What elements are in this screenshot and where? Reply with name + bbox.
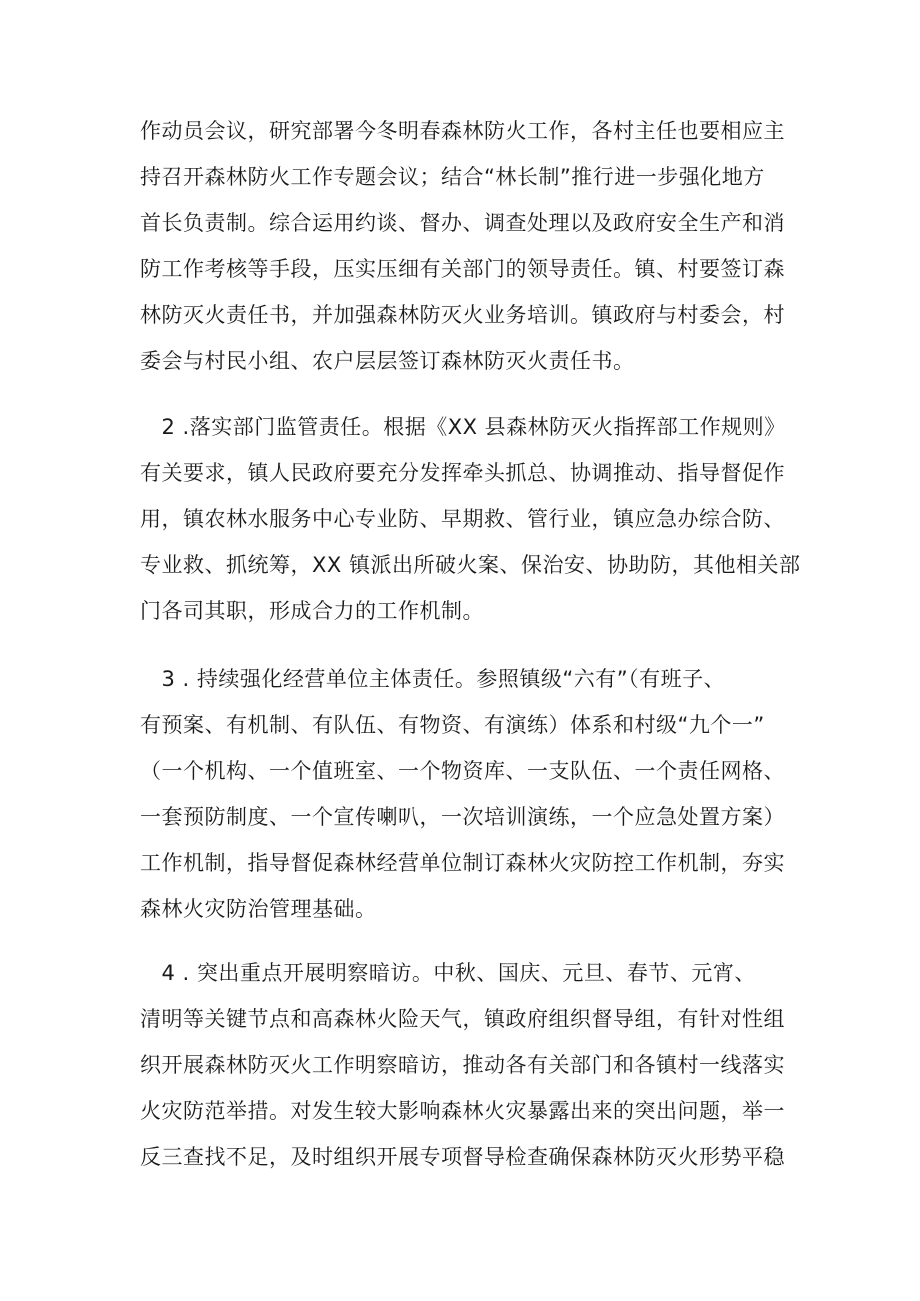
text-line: 林防灭火责任书，并加强森林防灭火业务培训。镇政府与村委会，村	[140, 303, 785, 327]
text-line: 作动员会议，研究部署今冬明春森林防火工作，各村主任也要相应主	[140, 119, 785, 143]
text-line: 用，镇农林水服务中心专业防、早期救、管行业，镇应急办综合防、	[140, 507, 785, 531]
paragraph-item-4-inspections	[140, 950, 800, 1180]
paragraph-item-3-operator-responsibility	[140, 656, 800, 932]
text-line: 织开展森林防灭火工作明察暗访，推动各有关部门和各镇村一线落实	[140, 1053, 785, 1077]
paragraph-leadership-responsibility	[140, 108, 800, 384]
text-line: 火灾防范举措。对发生较大影响森林火灾暴露出来的突出问题，举一	[140, 1099, 785, 1123]
text-line: 有关要求，镇人民政府要充分发挥牵头抓总、协调推动、指导督促作	[140, 461, 785, 485]
text-line: 反三查找不足，及时组织开展专项督导检查确保森林防灭火形势平稳	[140, 1145, 785, 1169]
text-line: 专业救、抓统筹，XX 镇派出所破火案、保治安、协助防，其他相关部	[140, 553, 801, 577]
text-line: 委会与村民小组、农户层层签订森林防灭火责任书。	[140, 349, 635, 373]
text-line: 清明等关键节点和高森林火险天气，镇政府组织督导组，有针对性组	[140, 1007, 785, 1031]
text-line: 门各司其职，形成合力的工作机制。	[140, 599, 484, 623]
text-line: 防工作考核等手段，压实压细有关部门的领导责任。镇、村要签订森	[140, 257, 785, 281]
text-line: 森林火灾防治管理基础。	[140, 897, 377, 921]
text-line: 有预案、有机制、有队伍、有物资、有演练）体系和村级“九个一”	[140, 713, 765, 737]
text-line: 4 . 突出重点开展明察暗访。中秋、国庆、元旦、春节、元宵、	[140, 961, 756, 985]
text-line: 首长负责制。综合运用约谈、督办、调查处理以及政府安全生产和消	[140, 211, 785, 235]
text-line: 一套预防制度、一个宣传喇叭，一次培训演练，一个应急处置方案）	[140, 805, 785, 829]
text-line: 3 . 持续强化经营单位主体责任。参照镇级“六有”（有班子、	[140, 667, 726, 691]
text-line: （一个机构、一个值班室、一个物资库、一支队伍、一个责任网格、	[140, 759, 785, 783]
text-line: 2 .落实部门监管责任。根据《XX 县森林防灭火指挥部工作规则》	[140, 415, 786, 439]
text-line: 持召开森林防火工作专题会议；结合“林长制”推行进一步强化地方	[140, 165, 765, 189]
text-line: 工作机制，指导督促森林经营单位制订森林火灾防控工作机制，夯实	[140, 851, 785, 875]
paragraph-item-2-department-supervision	[140, 404, 800, 634]
